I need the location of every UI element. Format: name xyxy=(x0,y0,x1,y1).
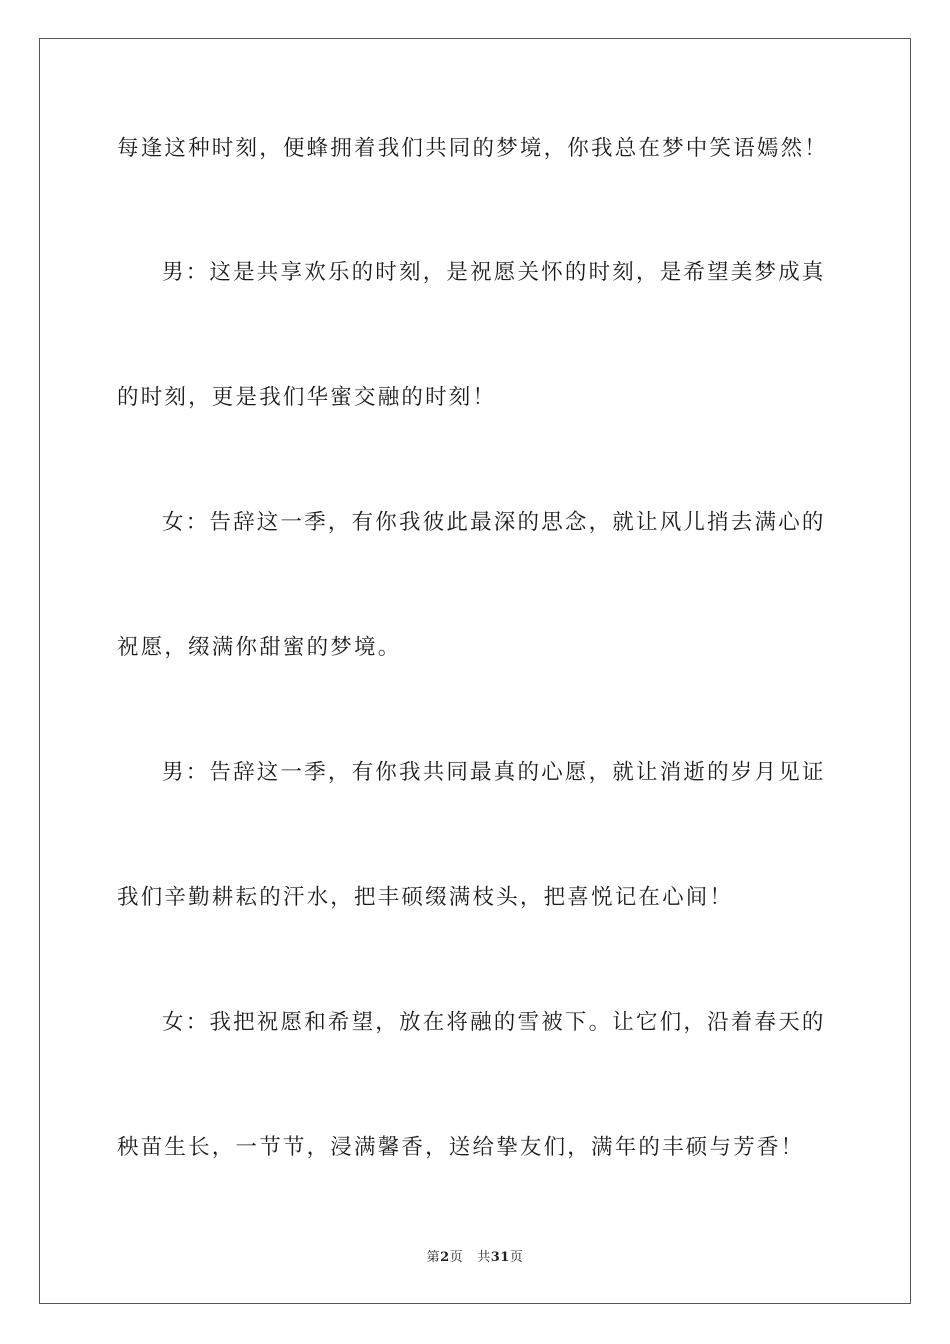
page-footer xyxy=(0,1246,950,1265)
paragraph-line: 每逢这种时刻，便蜂拥着我们共同的梦境，你我总在梦中笑语嫣然！ xyxy=(117,136,829,161)
paragraph-line: 的时刻，更是我们华蜜交融的时刻！ xyxy=(117,385,497,410)
paragraph-line: 秧苗生长，一节节，浸满馨香，送给挚友们，满年的丰硕与芳香！ xyxy=(117,1135,805,1160)
paragraph-line: 我们辛勤耕耘的汗水，把丰硕缀满枝头，把喜悦记在心间！ xyxy=(117,885,734,910)
paragraph-line: 女：我把祝愿和希望，放在将融的雪被下。让它们，沿着春天的 xyxy=(162,1010,826,1035)
paragraph-line: 祝愿，缀满你甜蜜的梦境。 xyxy=(117,635,402,660)
page-prefix: 第 xyxy=(426,1250,441,1265)
page-suffix: 页 xyxy=(449,1250,464,1265)
page-border xyxy=(39,38,911,1304)
paragraph-line: 男：告辞这一季，有你我共同最真的心愿，就让消逝的岁月见证 xyxy=(162,760,826,785)
total-prefix: 共 xyxy=(477,1250,491,1265)
total-pages: 31 xyxy=(490,1250,510,1265)
total-suffix: 页 xyxy=(509,1250,524,1265)
paragraph-line: 女：告辞这一季，有你我彼此最深的思念，就让风儿捎去满心的 xyxy=(162,510,826,535)
page-number: 2 xyxy=(440,1250,450,1265)
paragraph-line: 男：这是共享欢乐的时刻，是祝愿关怀的时刻，是希望美梦成真 xyxy=(162,260,826,285)
